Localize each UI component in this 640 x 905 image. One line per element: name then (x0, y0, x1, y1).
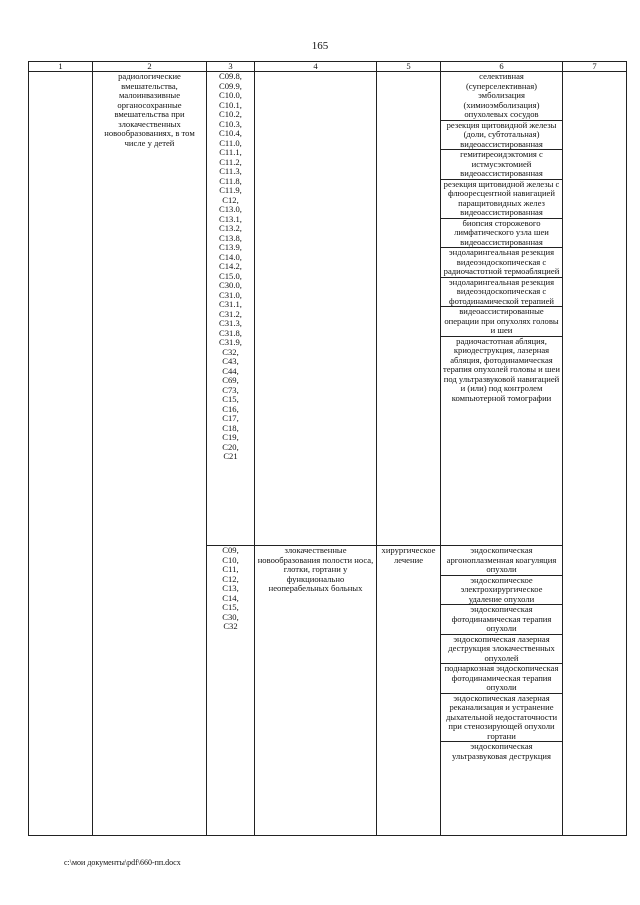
icd-code: C13.9, (219, 242, 242, 252)
method-item: эндоларингеальная резекция видеоэндоскопическая с радиочастотной термоабляцией (441, 248, 562, 278)
empty-cell (29, 72, 93, 836)
icd-code: C16, (222, 403, 239, 414)
icd-code: C31.8, (219, 327, 242, 338)
icd-code: C11.0, (219, 137, 242, 148)
method-item: эндоларингеальная резекция видеоэндоскопическая с фотодинамической терапией (441, 278, 562, 308)
icd-code: C13, (222, 583, 239, 593)
method-item: радиочастотная абляция, криодеструкция, лазерная абляция, фотодинамическая терапия опухолей головы и шеи под ультразвуковой навигацией и (или) под контролем компьютерной томографии (443, 335, 560, 403)
icd-code: C10.1, (219, 99, 242, 110)
icd-code: C15, (222, 602, 239, 612)
icd-code: C10.2, (219, 109, 242, 119)
method-item: эндоскопическое электрохирургическое удаление опухоли (441, 576, 562, 606)
method-item: резекция щитовидной железы (доли, субтотальная) видеоассистированная (441, 121, 562, 151)
icd-code: C12, (222, 573, 239, 584)
icd-code: C11.9, (219, 185, 242, 195)
icd-code: C44, (222, 365, 239, 376)
icd-code: C09.8, (219, 71, 242, 81)
icd-code: C11.8, (219, 175, 242, 186)
icd-code: C13.2, (219, 223, 242, 233)
empty-cell (377, 72, 441, 546)
icd-code: C69, (222, 375, 239, 385)
icd-code: C30.0, (219, 280, 242, 290)
icd-code: C11.1, (219, 147, 242, 157)
icd-code: C12, (222, 194, 239, 205)
empty-cell (563, 72, 627, 836)
icd-code: C73, (222, 384, 239, 395)
icd-code: C31.9, (219, 337, 242, 347)
icd-codes-cell (207, 72, 255, 546)
icd-code: C32 (223, 621, 238, 631)
method-item: эндоскопическая фотодинамическая терапия опухоли (441, 605, 562, 635)
icd-code: C31.3, (219, 318, 242, 328)
methods-cell (441, 72, 563, 546)
method-item: эндоскопическая ультразвуковая деструкция (451, 741, 551, 761)
method-item: эндоскопическая аргоноплазменная коагуляция опухоли (441, 546, 562, 576)
icd-code: C14.0, (219, 251, 242, 262)
icd-code: C31.1, (219, 299, 242, 309)
header-cell: 7 (563, 62, 627, 72)
icd-code: C10.4, (219, 128, 242, 138)
method-item: резекция щитовидной железы с флюоресцентной навигацией паращитовидных желез видеоассистированная (441, 180, 562, 219)
method-item: поднаркозная эндоскопическая фотодинамическая терапия опухоли (441, 664, 562, 694)
file-path-footer: c:\мои документы\pdf\660-пп.docx (64, 858, 181, 867)
icd-code: C15.0, (219, 270, 242, 281)
icd-code: C30, (222, 611, 239, 622)
method-item: эндоскопическая лазерная деструкция злокачественных опухолей (441, 635, 562, 665)
intervention-description: радиологические вмешательства, малоинвазивные органосохранные вмешательства при злокачественных новообразованиях, в том числе у детей (93, 72, 207, 836)
icd-code: C18, (222, 422, 239, 433)
treatment-type-cell: хирургическое лечение (377, 546, 441, 836)
method-item: гемитиреоидэктомия с истмусэктомией видеоассистированная (441, 150, 562, 180)
icd-code: C09, (222, 545, 239, 555)
header-cell: 1 (29, 62, 93, 72)
icd-code: C15, (222, 394, 239, 404)
icd-code: C09.9, (219, 80, 242, 91)
icd-code: C20, (222, 441, 239, 452)
icd-code: C13.1, (219, 213, 242, 224)
header-cell: 3 (207, 62, 255, 72)
icd-code: C21 (223, 451, 238, 461)
procedures-table (28, 61, 626, 836)
icd-code: C31.0, (219, 289, 242, 300)
method-item: видеоассистированные операции при опухолях головы и шеи (441, 307, 562, 337)
icd-code: C14.2, (219, 261, 242, 271)
icd-code: C11.3, (219, 166, 242, 176)
icd-codes-cell (207, 546, 255, 836)
icd-code: C10.3, (219, 118, 242, 129)
table-header-row (29, 62, 627, 72)
methods-cell (441, 546, 563, 836)
table-row (29, 72, 627, 546)
icd-code: C13.0, (219, 204, 242, 214)
empty-cell (255, 72, 377, 546)
icd-code: C13.8, (219, 232, 242, 243)
header-cell: 5 (377, 62, 441, 72)
icd-code: C19, (222, 432, 239, 442)
icd-code: C31.2, (219, 308, 242, 319)
method-item: биопсия сторожевого лимфатического узла шеи видеоассистированная (441, 219, 562, 249)
page-number: 165 (311, 40, 329, 52)
header-cell: 6 (441, 62, 563, 72)
icd-code: C14, (222, 592, 239, 603)
diagnosis-cell: злокачественные новообразования полости носа, глотки, гортани у функционально неоперабельных больных (255, 546, 377, 836)
icd-code: C10.0, (219, 90, 242, 100)
header-cell: 2 (93, 62, 207, 72)
method-item: эндоскопическая лазерная реканализация и устранение дыхательной недостаточности при стенозирующей опухоли гортани (441, 694, 562, 743)
icd-code: C17, (222, 413, 239, 423)
icd-code: C32, (222, 346, 239, 357)
icd-code: C43, (222, 356, 239, 366)
icd-code: C11, (222, 564, 239, 574)
icd-code: C10, (222, 554, 239, 565)
icd-code: C11.2, (219, 156, 242, 167)
header-cell: 4 (255, 62, 377, 72)
method-item: селективная (суперселективная) эмболизация (химиоэмболизация) опухолевых сосудов (441, 72, 562, 121)
